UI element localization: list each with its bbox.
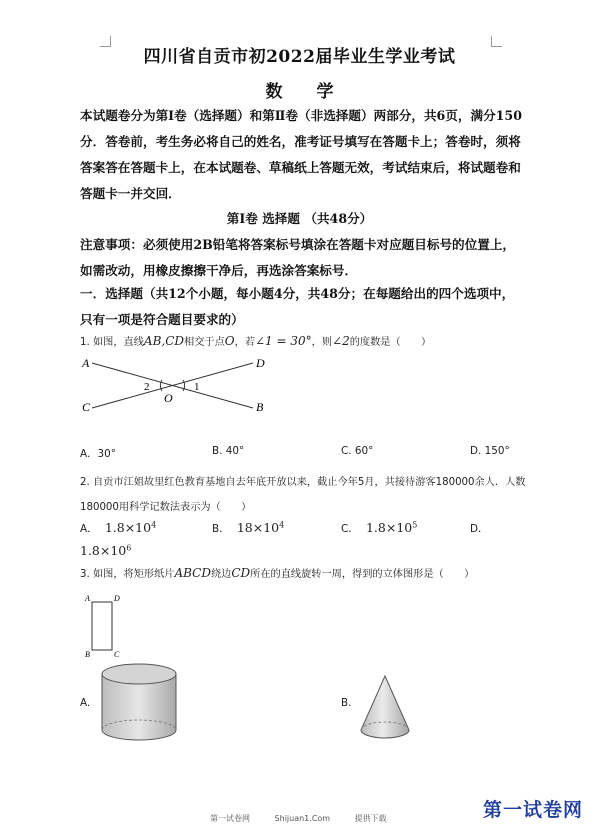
q1-option-b: B. 40° <box>212 445 245 457</box>
q1-text-c: ，若 <box>234 337 255 348</box>
q3-math-rect: ABCD <box>174 566 211 580</box>
q2-option-b-letter: B． <box>212 523 230 535</box>
exam-title: 四川省自贡市初2022届毕业生学业考试 <box>143 47 456 67</box>
q2-option-c <box>341 520 417 535</box>
q1-text-e: 的度数是（ ） <box>349 337 432 348</box>
label-d: D <box>256 356 265 370</box>
q1-figure-intersecting-lines <box>78 355 278 420</box>
q1-math-angle2: ∠2 <box>332 334 350 348</box>
q3-text-b: 绕边 <box>210 569 232 580</box>
q2-option-a-exp: 4 <box>151 520 157 530</box>
q1-math-angle1: ∠1 = 30° <box>254 334 312 348</box>
q2-option-b-mantissa: 18×10 <box>236 520 280 535</box>
section-title: 第Ⅰ卷 选择题 （共48分） <box>226 211 373 226</box>
q1-text-b: 相交于点 <box>184 337 225 348</box>
rect-label-c: C <box>114 650 120 659</box>
q2-option-c-letter: C． <box>341 523 359 535</box>
q1-math-point: O <box>224 334 235 348</box>
q3-option-a-cylinder <box>100 662 180 744</box>
q2-option-a-letter: A． <box>80 523 98 535</box>
page-footer <box>210 813 409 824</box>
exam-subject: 数 学 <box>265 82 334 102</box>
q2-option-d-mantissa: 1.8×10 <box>80 543 127 558</box>
q1-math-lines: AB,CD <box>143 334 185 348</box>
label-a: A <box>82 356 90 370</box>
q1-text-a: 1. 如图，直线 <box>80 337 144 348</box>
q2-option-c-mantissa: 1.8×10 <box>365 520 413 535</box>
q3-option-b-label: B. <box>341 697 352 709</box>
q1-option-a: A．30° <box>80 448 116 460</box>
label-angle-2: 2 <box>144 381 150 393</box>
cone-body <box>361 676 409 738</box>
footer-site-url: Shijuan1.Com <box>274 814 331 823</box>
q2-option-d-letter: D． <box>470 523 489 535</box>
notice-paragraph: 注意事项：必须使用2B铅笔将答案标号填涂在答题卡对应题目标号的位置上，如需改动，用橡皮擦擦干净后，再选涂答案标号． <box>80 237 516 278</box>
q1-option-c: C. 60° <box>341 445 374 457</box>
footer-download-note: 提供下载 <box>354 814 387 823</box>
rect-label-d: D <box>114 594 120 603</box>
q3-figure-rectangle <box>82 590 132 660</box>
instructions-paragraph: 本试题卷分为第Ⅰ卷（选择题）和第Ⅱ卷（非选择题）两部分，共6页，满分150分．答卷前，考生务必将自己的姓名，准考证号填写在答题卡上；答卷时，须将答案答在答题卡上，在本试题卷、草稿纸上答题无效，考试结束后，将试题卷和答题卡一并交回． <box>80 108 522 201</box>
q3-option-a-label: A. <box>80 697 91 709</box>
rect-label-a: A <box>85 594 90 603</box>
angle-2-arc <box>160 380 162 391</box>
label-b: B <box>256 400 264 414</box>
q3-text-c: 所在的直线旋转一周，得到的立体图形是（ ） <box>250 569 475 580</box>
q2-option-d <box>80 543 131 558</box>
question-3 <box>80 561 530 587</box>
q3-math-edge: CD <box>231 566 251 580</box>
q2-option-a-mantissa: 1.8×10 <box>104 520 152 535</box>
q1-option-d: D. 150° <box>470 445 510 457</box>
q3-option-b-cone <box>355 672 415 742</box>
question-2: 2. 自贡市江姐故里红色教育基地自去年底开放以来，截止今年5月，共接待游客180000余人．人数180000用科学记数法表示为（ ） <box>80 477 526 513</box>
q1-text-d: ，则 <box>311 337 333 348</box>
q2-option-b-exp: 4 <box>279 520 285 530</box>
footer-site-name: 第一试卷网 <box>210 814 250 823</box>
angle-1-arc <box>183 380 185 391</box>
rect-label-b: B <box>85 650 90 659</box>
part-one-heading: 一．选择题（共12个小题，每小题4分，共48分；在每题给出的四个选项中，只有一项是符合题目要求的） <box>80 286 515 327</box>
q2-option-d-exp: 6 <box>126 543 132 553</box>
label-angle-1: 1 <box>194 381 200 393</box>
question-1 <box>80 329 530 355</box>
q2-option-c-exp: 5 <box>412 520 418 530</box>
label-c: C <box>82 400 91 414</box>
q2-option-a <box>80 520 156 535</box>
q3-text-a: 3. 如图，将矩形纸片 <box>80 569 175 580</box>
label-o: O <box>164 391 173 405</box>
q2-option-b <box>212 520 284 535</box>
cylinder-top <box>102 664 176 684</box>
brand-watermark: 第一试卷网 <box>483 799 584 821</box>
rectangle-abcd <box>92 602 112 650</box>
